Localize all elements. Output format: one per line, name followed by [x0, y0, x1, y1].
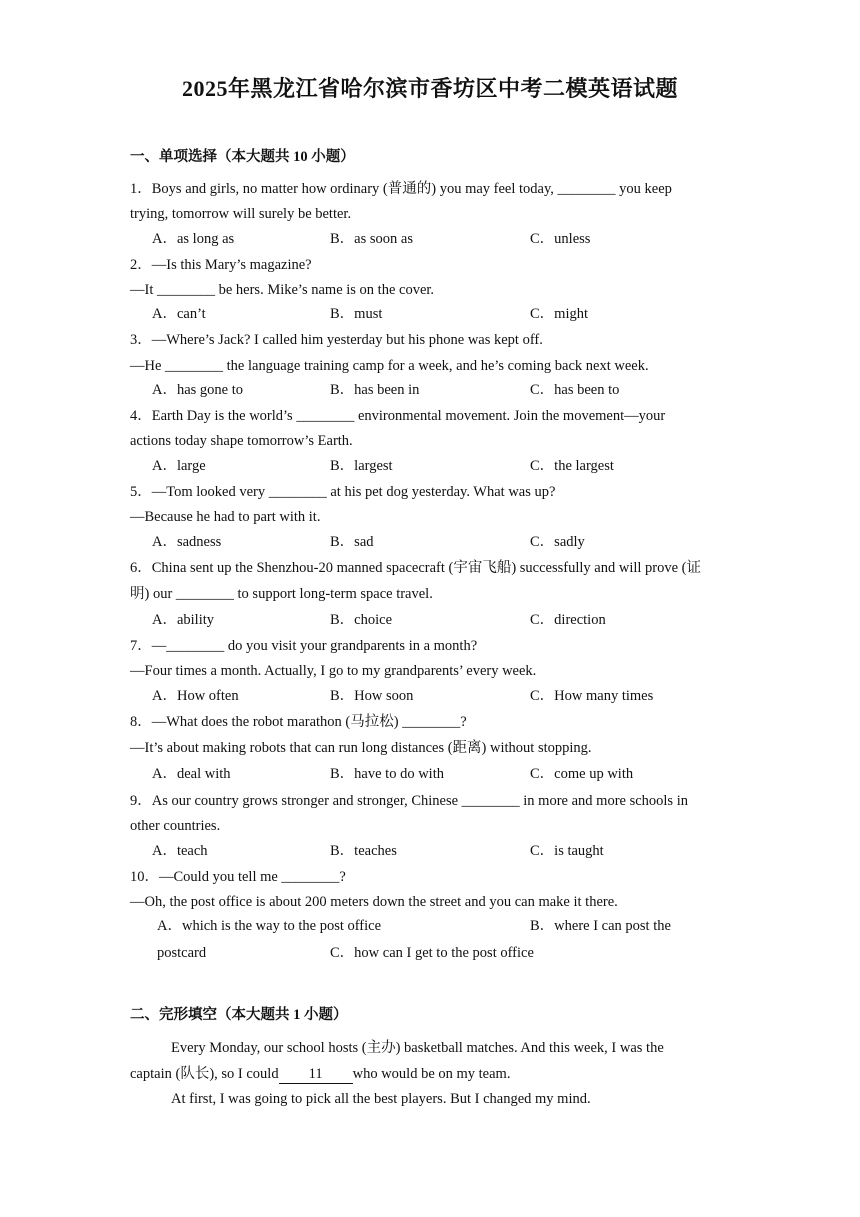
- question-4-option-a[interactable]: A．large: [152, 458, 206, 474]
- question-1-line-2: trying, tomorrow will surely be better.: [130, 206, 352, 222]
- question-2-option-b[interactable]: B．must: [330, 306, 383, 322]
- question-9-option-a[interactable]: A．teach: [152, 843, 208, 859]
- question-1-option-c[interactable]: C．unless: [530, 231, 591, 247]
- question-10-option-c[interactable]: C．how can I get to the post office: [330, 945, 534, 961]
- question-1-line-1: 1．Boys and girls, no matter how ordinary (普通的) you may feel today, ________ you keep: [130, 181, 672, 197]
- question-7-line-2: —Four times a month. Actually, I go to my grandparents’ every week.: [130, 663, 537, 679]
- question-9-line-1: 9．As our country grows stronger and stronger, Chinese ________ in more and more schools in: [130, 793, 688, 809]
- question-6-line-1: 6．China sent up the Shenzhou-20 manned spacecraft (宇宙飞船) successfully and will prove (证: [130, 560, 701, 576]
- question-3-option-a[interactable]: A．has gone to: [152, 382, 244, 398]
- question-7-option-a[interactable]: A．How often: [152, 688, 239, 704]
- question-6-option-a[interactable]: A．ability: [152, 612, 215, 628]
- question-8-option-b[interactable]: B．have to do with: [330, 766, 444, 782]
- section-heading-single-choice: 一、单项选择（本大题共 10 小题）: [130, 149, 355, 165]
- cloze-text-after-blank: who would be on my team.: [352, 1066, 511, 1082]
- question-5-option-b[interactable]: B．sad: [330, 534, 374, 550]
- question-7-line-1: 7．—________ do you visit your grandparents in a month?: [130, 638, 478, 654]
- question-10-line-1: 10．—Could you tell me ________?: [130, 869, 346, 885]
- cloze-paragraph-2: At first, I was going to pick all the best players. But I changed my mind.: [171, 1091, 591, 1107]
- question-3-line-1: 3．—Where’s Jack? I called him yesterday but his phone was kept off.: [130, 332, 543, 348]
- question-10-line-2: —Oh, the post office is about 200 meters down the street and you can make it there.: [130, 894, 618, 910]
- cloze-paragraph-1-line-2: [130, 1065, 510, 1084]
- question-4-option-c[interactable]: C．the largest: [530, 458, 614, 474]
- question-5-option-c[interactable]: C．sadly: [530, 534, 585, 550]
- question-9-option-b[interactable]: B．teaches: [330, 843, 397, 859]
- question-7-option-b[interactable]: B．How soon: [330, 688, 414, 704]
- question-5-line-2: —Because he had to part with it.: [130, 509, 321, 525]
- question-5-line-1: 5．—Tom looked very ________ at his pet dog yesterday. What was up?: [130, 484, 556, 500]
- question-2-option-a[interactable]: A．can’t: [152, 306, 206, 322]
- cloze-paragraph-1-line-1: Every Monday, our school hosts (主办) basketball matches. And this week, I was the: [171, 1040, 664, 1056]
- question-3-option-c[interactable]: C．has been to: [530, 382, 620, 398]
- question-10-option-b-continued[interactable]: postcard: [157, 945, 207, 961]
- question-1-option-b[interactable]: B．as soon as: [330, 231, 413, 247]
- question-8-option-a[interactable]: A．deal with: [152, 766, 231, 782]
- question-8-line-2: —It’s about making robots that can run long distances (距离) without stopping.: [130, 740, 592, 756]
- question-2-line-2: —It ________ be hers. Mike’s name is on the cover.: [130, 282, 435, 298]
- question-4-line-1: 4．Earth Day is the world’s ________ environmental movement. Join the movement—your: [130, 408, 666, 424]
- question-4-option-b[interactable]: B．largest: [330, 458, 393, 474]
- question-8-line-1: 8．—What does the robot marathon (马拉松) ________?: [130, 714, 467, 730]
- question-3-option-b[interactable]: B．has been in: [330, 382, 420, 398]
- question-10-option-b[interactable]: B．where I can post the: [530, 918, 671, 934]
- page-title: 2025年黑龙江省哈尔滨市香坊区中考二模英语试题: [181, 76, 678, 101]
- section-heading-cloze: 二、完形填空（本大题共 1 小题）: [130, 1007, 348, 1023]
- question-10-option-a[interactable]: A．which is the way to the post office: [157, 918, 382, 934]
- question-6-line-2: 明) our ________ to support long-term space travel.: [130, 586, 433, 602]
- question-9-option-c[interactable]: C．is taught: [530, 843, 604, 859]
- question-6-option-c[interactable]: C．direction: [530, 612, 606, 628]
- question-2-line-1: 2．—Is this Mary’s magazine?: [130, 257, 312, 273]
- question-9-line-2: other countries.: [130, 818, 221, 834]
- question-5-option-a[interactable]: A．sadness: [152, 534, 222, 550]
- question-1-option-a[interactable]: A．as long as: [152, 231, 235, 247]
- question-6-option-b[interactable]: B．choice: [330, 612, 393, 628]
- question-4-line-2: actions today shape tomorrow’s Earth.: [130, 433, 353, 449]
- cloze-text-before-blank: captain (队长), so I could: [130, 1066, 279, 1082]
- question-2-option-c[interactable]: C．might: [530, 306, 589, 322]
- cloze-blank-11[interactable]: 11: [279, 1065, 353, 1084]
- question-7-option-c[interactable]: C．How many times: [530, 688, 654, 704]
- question-8-option-c[interactable]: C．come up with: [530, 766, 634, 782]
- question-3-line-2: —He ________ the language training camp for a week, and he’s coming back next week.: [130, 358, 649, 374]
